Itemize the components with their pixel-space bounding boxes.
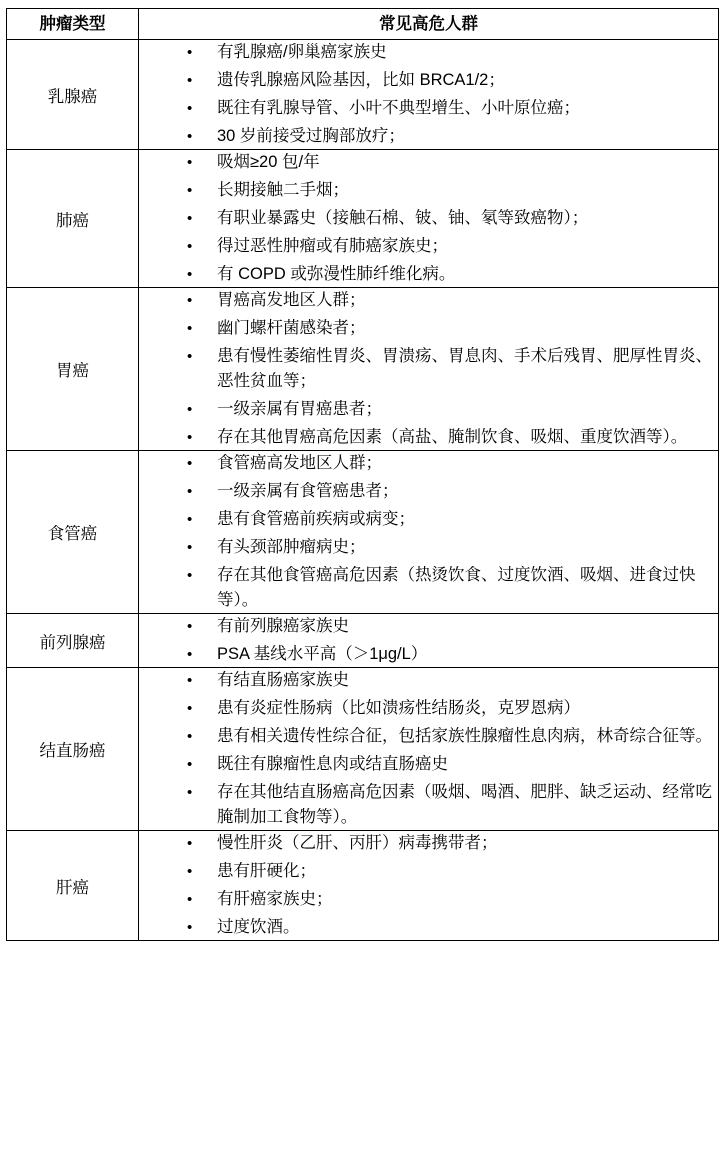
list-item: • 胃癌高发地区人群；: [139, 288, 718, 313]
list-item: • 存在其他胃癌高危因素（高盐、腌制饮食、吸烟、重度饮酒等）。: [139, 425, 718, 450]
bullet-list: [139, 451, 718, 613]
table-row: [7, 614, 719, 668]
bullet-list: [139, 614, 718, 667]
high-risk-population-cell: [139, 40, 719, 150]
list-item: • 得过恶性肿瘤或有肺癌家族史；: [139, 234, 718, 259]
list-item: • 一级亲属有食管癌患者；: [139, 479, 718, 504]
list-item: • 患有炎症性肠病（比如溃疡性结肠炎，克罗恩病）: [139, 696, 718, 721]
list-item: • 有头颈部肿瘤病史；: [139, 535, 718, 560]
list-item: • 食管癌高发地区人群；: [139, 451, 718, 476]
high-risk-population-cell: [139, 831, 719, 941]
table-row: [7, 831, 719, 941]
list-item: • 有结直肠癌家族史: [139, 668, 718, 693]
high-risk-population-cell: [139, 150, 719, 288]
list-item: • 有乳腺癌/卵巢癌家族史: [139, 40, 718, 65]
list-item: • 30 岁前接受过胸部放疗；: [139, 124, 718, 149]
bullet-list: [139, 288, 718, 450]
list-item: • 幽门螺杆菌感染者；: [139, 316, 718, 341]
cancer-type-cell: 肝癌: [7, 831, 139, 941]
list-item: • 存在其他食管癌高危因素（热烫饮食、过度饮酒、吸烟、进食过快等）。: [139, 563, 718, 613]
list-item: • 患有食管癌前疾病或病变；: [139, 507, 718, 532]
cancer-type-cell: 食管癌: [7, 451, 139, 614]
list-item: • 吸烟≥20 包/年: [139, 150, 718, 175]
list-item: • 既往有乳腺导管、小叶不典型增生、小叶原位癌；: [139, 96, 718, 121]
high-risk-population-cell: [139, 451, 719, 614]
bullet-list: [139, 831, 718, 940]
high-risk-population-cell: [139, 288, 719, 451]
list-item: • 有前列腺癌家族史: [139, 614, 718, 639]
list-item: • 既往有腺瘤性息肉或结直肠癌史: [139, 752, 718, 777]
column-header-high-risk-population: 常见高危人群: [139, 9, 719, 40]
list-item: • 过度饮酒。: [139, 915, 718, 940]
list-item: • 一级亲属有胃癌患者；: [139, 397, 718, 422]
cancer-type-cell: 胃癌: [7, 288, 139, 451]
list-item: • 有职业暴露史（接触石棉、铍、铀、氡等致癌物）；: [139, 206, 718, 231]
table-row: [7, 451, 719, 614]
table-row: [7, 288, 719, 451]
list-item: • 有 COPD 或弥漫性肺纤维化病。: [139, 262, 718, 287]
table-row: [7, 668, 719, 831]
table-header: [7, 9, 719, 40]
list-item: • 有肝癌家族史；: [139, 887, 718, 912]
high-risk-population-cell: [139, 614, 719, 668]
table-header-row: [7, 9, 719, 40]
list-item: • 长期接触二手烟；: [139, 178, 718, 203]
column-header-cancer-type: 肿瘤类型: [7, 9, 139, 40]
cancer-type-cell: 结直肠癌: [7, 668, 139, 831]
list-item: • 遗传乳腺癌风险基因，比如 BRCA1/2；: [139, 68, 718, 93]
cancer-type-cell: 乳腺癌: [7, 40, 139, 150]
cancer-risk-table: [6, 8, 719, 941]
table-row: [7, 150, 719, 288]
bullet-list: [139, 150, 718, 287]
high-risk-population-cell: [139, 668, 719, 831]
list-item: • 存在其他结直肠癌高危因素（吸烟、喝酒、肥胖、缺乏运动、经常吃腌制加工食物等）。: [139, 780, 718, 830]
list-item: • 慢性肝炎（乙肝、丙肝）病毒携带者；: [139, 831, 718, 856]
list-item: • PSA 基线水平高（＞1μg/L）: [139, 642, 718, 667]
cancer-type-cell: 前列腺癌: [7, 614, 139, 668]
list-item: • 患有肝硬化；: [139, 859, 718, 884]
cancer-type-cell: 肺癌: [7, 150, 139, 288]
table-row: [7, 40, 719, 150]
list-item: • 患有慢性萎缩性胃炎、胃溃疡、胃息肉、手术后残胃、肥厚性胃炎、恶性贫血等；: [139, 344, 718, 394]
bullet-list: [139, 668, 718, 830]
bullet-list: [139, 40, 718, 149]
list-item: • 患有相关遗传性综合征，包括家族性腺瘤性息肉病，林奇综合征等。: [139, 724, 718, 749]
table-body: [7, 40, 719, 941]
